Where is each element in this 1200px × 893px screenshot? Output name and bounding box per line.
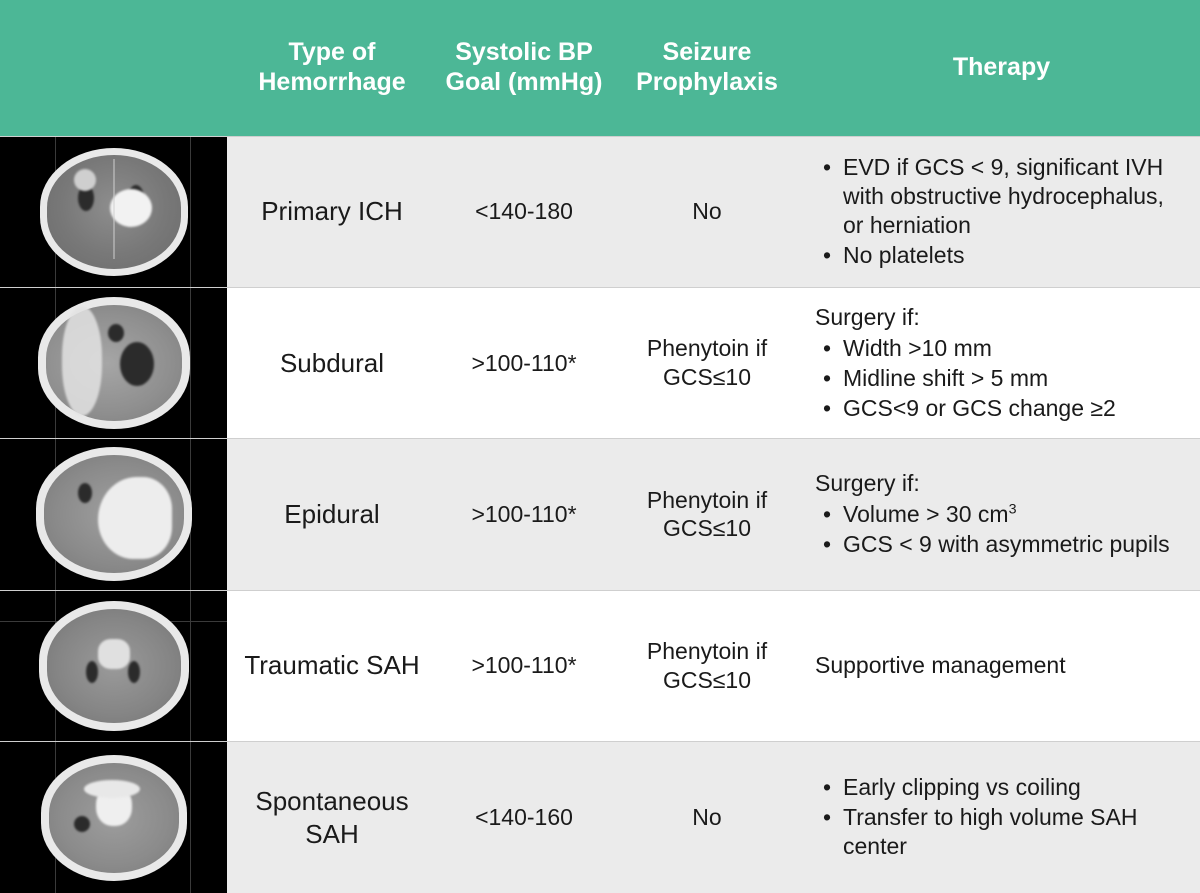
cell-therapy [803,742,1200,893]
table-body [0,136,1200,893]
cell-seizure-prophylaxis: Phenytoin if GCS≤10 [611,590,803,741]
cell-type: Primary ICH [227,136,437,287]
cell-therapy [803,136,1200,287]
cell-type: Spontaneous SAH [227,742,437,893]
table-row [0,439,1200,590]
head-ct-icon [0,288,227,438]
cell-type: Subdural [227,287,437,438]
therapy-list [815,500,1190,559]
therapy-text: Supportive management [815,652,1066,679]
cell-therapy [803,287,1200,438]
cell-bp-goal: <140-160 [437,742,611,893]
table-header [0,0,1200,136]
therapy-list [815,773,1190,861]
cell-seizure-prophylaxis: Phenytoin if GCS≤10 [611,439,803,590]
cell-bp-goal: >100-110* [437,590,611,741]
table-row [0,287,1200,438]
head-ct-icon [0,591,227,741]
list-item: • Volume > 30 $cm^3$ [841,500,1190,529]
list-item: • Width >10 mm [841,334,1190,363]
cell-type: Traumatic SAH [227,590,437,741]
ct-scan-image-primary-ich [0,136,227,287]
ct-scan-image-epidural [0,439,227,590]
cell-therapy [803,439,1200,590]
table-row [0,742,1200,893]
therapy-lead: Surgery if: [815,470,920,497]
ct-scan-image-traumatic-sah [0,590,227,741]
cell-seizure-prophylaxis: Phenytoin if GCS≤10 [611,287,803,438]
header-image [0,0,227,136]
therapy-list [815,334,1190,423]
header-row [0,0,1200,136]
table-row [0,590,1200,741]
head-ct-icon [0,137,227,287]
ct-scan-image-spontaneous-sah [0,742,227,893]
cell-type: Epidural [227,439,437,590]
list-item: • GCS < 9 with asymmetric pupils [841,530,1190,559]
therapy-list [815,153,1190,270]
table-row [0,136,1200,287]
head-ct-icon [0,439,227,589]
ct-scan-image-subdural [0,287,227,438]
list-item: • Transfer to high volume SAH center [841,803,1190,861]
cell-seizure-prophylaxis: No [611,136,803,287]
cell-bp-goal: <140-180 [437,136,611,287]
list-item: • No platelets [841,241,1190,270]
header-type-of-hemorrhage: Type of Hemorrhage [227,0,437,136]
head-ct-icon [0,742,227,893]
cell-seizure-prophylaxis: No [611,742,803,893]
therapy-lead: Surgery if: [815,303,920,330]
header-seizure-prophylaxis: Seizure Prophylaxis [611,0,803,136]
list-item: • Early clipping vs coiling [841,773,1190,802]
list-item: • GCS<9 or GCS change ≥2 [841,394,1190,423]
list-item: • EVD if GCS < 9, significant IVH with obstructive hydrocephalus, or herniation [841,153,1190,240]
header-therapy: Therapy [803,0,1200,136]
cell-therapy [803,590,1200,741]
cell-bp-goal: >100-110* [437,287,611,438]
header-systolic-bp-goal: Systolic BP Goal (mmHg) [437,0,611,136]
list-item: • Midline shift > 5 mm [841,364,1190,393]
cell-bp-goal: >100-110* [437,439,611,590]
